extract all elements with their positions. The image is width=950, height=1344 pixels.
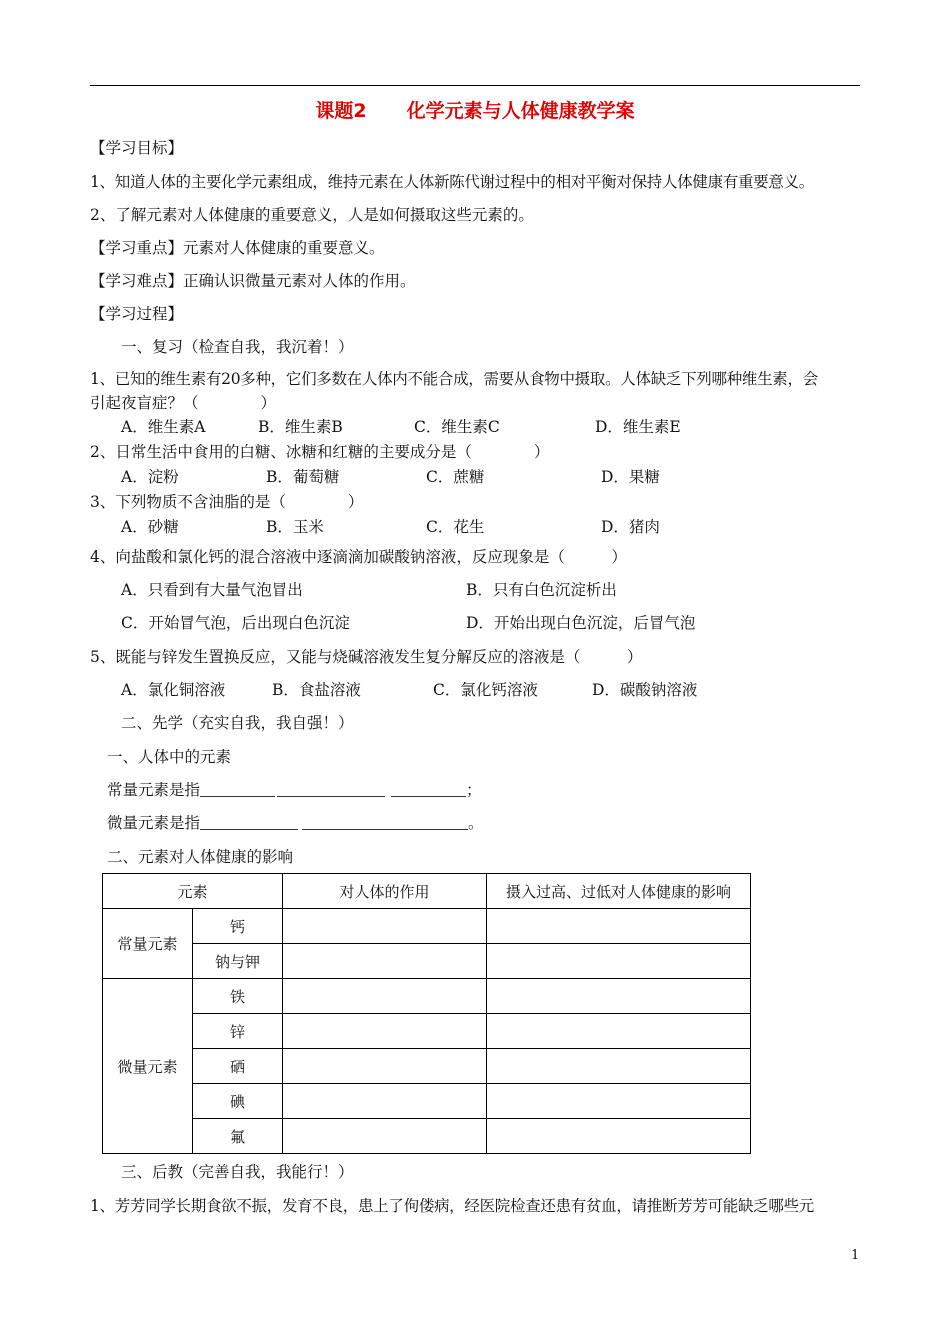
goal-item-1: 1、知道人体的主要化学元素组成，维持元素在人体新陈代谢过程中的相对平衡对保持人体健康有重要意义。 (90, 173, 814, 191)
afterteach-q1: 1、芳芳同学长期食欲不振，发育不良，患上了佝偻病，经医院检查还患有贫血，请推断芳芳可能缺乏哪些元 (90, 1197, 814, 1215)
q3-option-a: A．砂糖 (121, 518, 179, 536)
q5-option-c: C．氯化钙溶液 (433, 681, 538, 699)
q1-option-c: C．维生素C (414, 418, 500, 436)
group-macro: 常量元素 (103, 909, 193, 979)
difficulty-line (90, 269, 416, 291)
table-row (103, 979, 751, 1014)
q4-option-c: C．开始冒气泡，后出现白色沉淀 (121, 614, 350, 632)
q4-option-d: D．开始出现白色沉淀，后冒气泡 (466, 614, 696, 632)
difficulty-label: 【学习难点】 (90, 272, 184, 290)
focus-label: 【学习重点】 (90, 239, 184, 257)
title-topic: 课题2 (315, 100, 367, 122)
q1-option-d: D．维生素E (595, 418, 681, 436)
title-main: 化学元素与人体健康教学案 (406, 100, 635, 122)
difficulty-text: 正确认识微量元素对人体的作用。 (183, 272, 416, 290)
macro-blank-2[interactable] (277, 781, 385, 797)
macro-label: 常量元素是指 (107, 781, 201, 799)
afterteach-heading: 三、后教（完善自我，我能行！） (121, 1163, 354, 1181)
q3-option-d: D．猪肉 (601, 518, 660, 536)
cell-function[interactable] (283, 944, 487, 979)
cell-function[interactable] (283, 909, 487, 944)
header-element: 元素 (103, 874, 283, 909)
element-fluorine: 氟 (193, 1119, 283, 1154)
cell-function[interactable] (283, 1084, 487, 1119)
q5-option-d: D．碳酸钠溶液 (592, 681, 698, 699)
cell-effect[interactable] (487, 1049, 751, 1084)
q1-line1: 1、已知的维生素有20多种，它们多数在人体内不能合成，需要从食物中摄取。人体缺乏下列哪种维生素，会 (90, 370, 818, 388)
macro-blank-3[interactable] (391, 781, 466, 797)
q3-option-b: B．玉米 (266, 518, 324, 536)
page-title (0, 96, 950, 123)
review-heading: 一、复习（检查自我，我沉着！） (121, 338, 354, 356)
macro-blank-1[interactable] (200, 781, 275, 797)
q2-option-c: C．蔗糖 (426, 468, 485, 486)
q4-option-a: A．只看到有大量气泡冒出 (121, 581, 303, 599)
goal-item-2: 2、了解元素对人体健康的重要意义，人是如何摄取这些元素的。 (90, 206, 534, 224)
q5-option-b: B．食盐溶液 (272, 681, 361, 699)
process-heading: 【学习过程】 (90, 305, 184, 323)
focus-line (90, 236, 385, 258)
q1-option-a: A．维生素A (121, 418, 206, 436)
element-table (102, 873, 751, 1154)
cell-function[interactable] (283, 979, 487, 1014)
prestudy-heading: 二、先学（充实自我，我自强！） (121, 714, 354, 732)
table-row (103, 909, 751, 944)
cell-function[interactable] (283, 1119, 487, 1154)
table-header-row (103, 874, 751, 909)
q1-option-b: B．维生素B (258, 418, 343, 436)
macro-end: ； (466, 781, 482, 799)
cell-effect[interactable] (487, 1119, 751, 1154)
goals-heading: 【学习目标】 (90, 139, 184, 157)
q2-option-b: B．葡萄糖 (266, 468, 340, 486)
macro-definition-line (107, 778, 482, 800)
table-row (103, 1119, 751, 1154)
trace-blank-2[interactable] (302, 814, 468, 830)
cell-function[interactable] (283, 1014, 487, 1049)
cell-effect[interactable] (487, 979, 751, 1014)
trace-definition-line (107, 811, 484, 833)
element-iodine: 碘 (193, 1084, 283, 1119)
q3-stem: 3、下列物质不含油脂的是（ ） (90, 493, 364, 511)
q2-stem: 2、日常生活中食用的白糖、冰糖和红糖的主要成分是（ ） (90, 443, 550, 461)
q4-option-b: B．只有白色沉淀析出 (466, 581, 617, 599)
group-trace: 微量元素 (103, 979, 193, 1154)
q3-option-c: C．花生 (426, 518, 485, 536)
cell-effect[interactable] (487, 1014, 751, 1049)
trace-label: 微量元素是指 (107, 814, 201, 832)
cell-effect[interactable] (487, 1084, 751, 1119)
trace-end: 。 (468, 814, 484, 832)
header-rule (90, 85, 860, 86)
element-zinc: 锌 (193, 1014, 283, 1049)
q5-stem: 5、既能与锌发生置换反应，又能与烧碱溶液发生复分解反应的溶液是（ ） (90, 648, 643, 666)
trace-blank-1[interactable] (200, 814, 298, 830)
header-function: 对人体的作用 (283, 874, 487, 909)
q4-stem: 4、向盐酸和氯化钙的混合溶液中逐滴滴加碳酸钠溶液，反应现象是（ ） (90, 548, 627, 566)
q1-line2: 引起夜盲症？（ ） (90, 394, 277, 412)
table-row (103, 1049, 751, 1084)
cell-effect[interactable] (487, 909, 751, 944)
q2-option-a: A．淀粉 (121, 468, 179, 486)
element-iron: 铁 (193, 979, 283, 1014)
table-row (103, 1014, 751, 1049)
page-number: 1 (851, 1248, 860, 1263)
header-intake-effect: 摄入过高、过低对人体健康的影响 (487, 874, 751, 909)
q5-option-a: A．氯化铜溶液 (121, 681, 226, 699)
element-calcium: 钙 (193, 909, 283, 944)
prestudy-sub2: 二、元素对人体健康的影响 (107, 848, 294, 866)
prestudy-sub1: 一、人体中的元素 (107, 748, 232, 766)
element-sodium-potassium: 钠与钾 (193, 944, 283, 979)
q2-option-d: D．果糖 (601, 468, 660, 486)
cell-effect[interactable] (487, 944, 751, 979)
cell-function[interactable] (283, 1049, 487, 1084)
focus-text: 元素对人体健康的重要意义。 (183, 239, 385, 257)
table-row (103, 944, 751, 979)
element-selenium: 硒 (193, 1049, 283, 1084)
table-row (103, 1084, 751, 1119)
